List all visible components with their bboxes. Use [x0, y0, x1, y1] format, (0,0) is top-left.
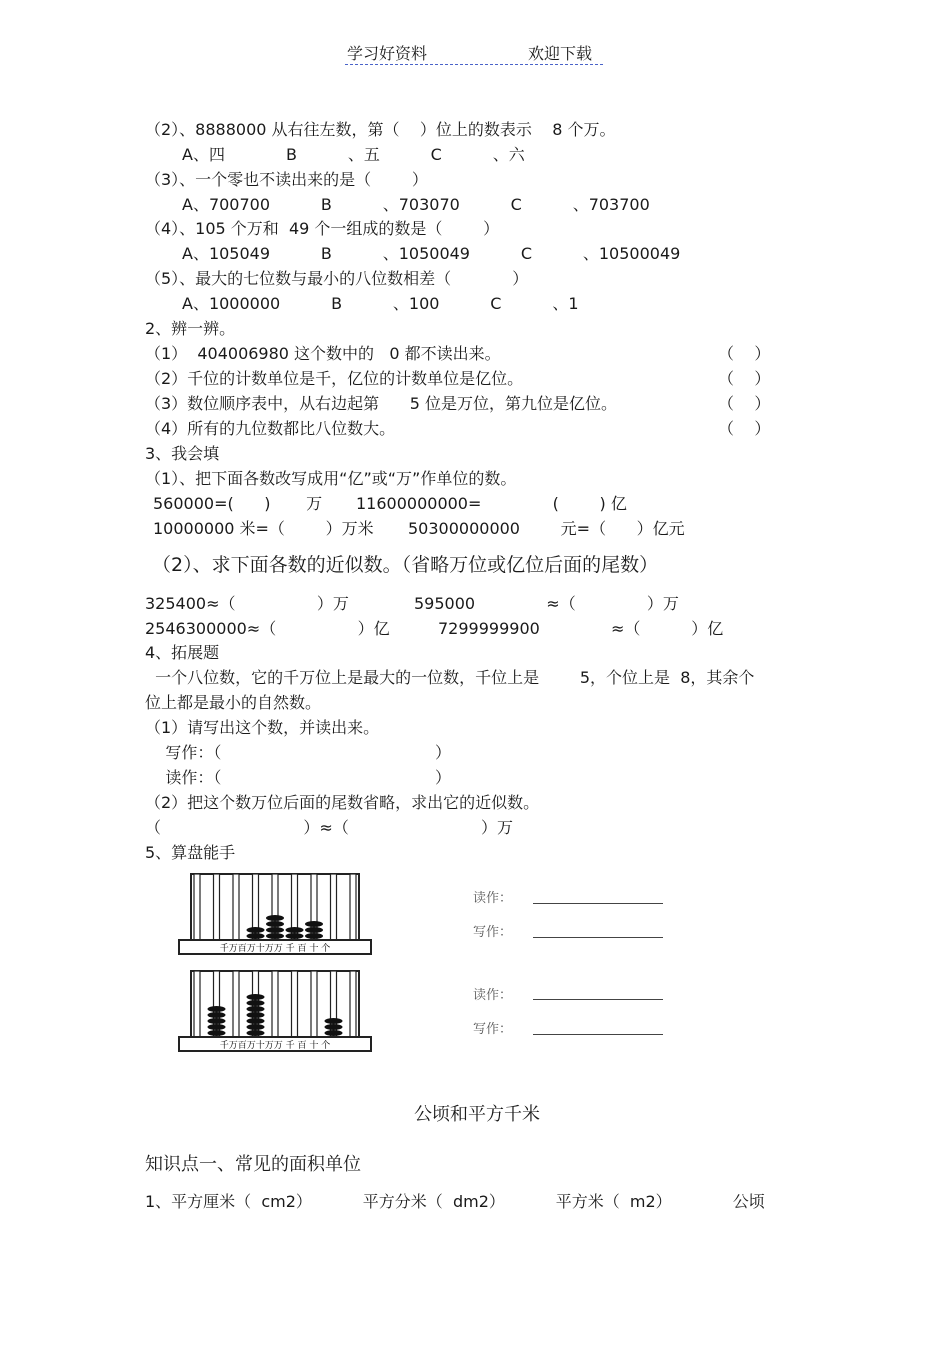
header-left: 学习好资料 — [347, 44, 428, 63]
abacus1-bead — [305, 927, 323, 933]
judge-mark-1: （ ） — [718, 344, 771, 363]
abacus-1 — [175, 870, 375, 960]
section-3-title: 3、我会填 — [145, 444, 220, 463]
section-4-q1: （1）请写出这个数，并读出来。 — [145, 718, 380, 737]
abacus1-bead — [247, 933, 265, 939]
section-4-para-1: 一个八位数，它的千万位上是最大的一位数，千位上是 5，个位上是 8，其余个 — [145, 668, 755, 687]
section-3-sub1: （1）、把下面各数改写成用“亿”或“万”作单位的数。 — [145, 469, 517, 488]
abacus1-bead — [266, 933, 284, 939]
approx-row-2b: 7299999900 ≈（ ）亿 — [438, 619, 724, 638]
question-4-options: A、105049 B 、1050049 C 、10500049 — [182, 244, 681, 263]
abacus1-bead — [266, 927, 284, 933]
abacus2-bead — [208, 1030, 226, 1036]
header-right: 欢迎下载 — [528, 44, 593, 63]
question-5: （5）、最大的七位数与最小的八位数相差（ ） — [145, 269, 529, 288]
abacus2-rod — [292, 971, 298, 1037]
section-2-title: 2、辨一辨。 — [145, 319, 236, 338]
write-answer: 写作：（ ） — [145, 743, 451, 762]
abacus-1-read-blank — [533, 903, 663, 904]
abacus2-bead — [247, 1000, 265, 1006]
abacus-1-write-blank — [533, 937, 663, 938]
abacus-2-write-blank — [533, 1034, 663, 1035]
abacus2-bead — [325, 1018, 343, 1024]
abacus2-bead — [325, 1024, 343, 1030]
abacus-2 — [175, 967, 375, 1057]
abacus1-bead — [305, 933, 323, 939]
read-answer: 读作：（ ） — [145, 768, 451, 787]
abacus1-rod — [350, 874, 356, 940]
abacus-2-read-label: 读作： — [473, 988, 513, 1003]
abacus2-bead — [247, 1006, 265, 1012]
fill-row-2a: 10000000 米=（ ）万米 — [153, 519, 374, 538]
abacus2-rod — [194, 971, 200, 1037]
abacus-1-read-label: 读作： — [473, 891, 513, 906]
question-3: （3）、一个零也不读出来的是（ ） — [145, 170, 428, 189]
abacus2-rod — [272, 971, 278, 1037]
abacus1-rod — [233, 874, 239, 940]
section-5-title: 5、算盘能手 — [145, 843, 236, 862]
abacus1-bead — [247, 927, 265, 933]
judge-item-3: （3）数位顺序表中，从右边起第 5 位是万位，第九位是亿位。 — [145, 394, 617, 413]
abacus2-bead — [208, 1018, 226, 1024]
abacus2-bead — [247, 1024, 265, 1030]
question-5-options: A、1000000 B 、100 C 、1 — [182, 294, 579, 313]
approx-row-1a: 325400≈（ ）万 — [145, 594, 349, 613]
judge-item-1: （1） 404006980 这个数中的 0 都不读出来。 — [145, 344, 501, 363]
judge-item-4: （4）所有的九位数都比八位数大。 — [145, 419, 396, 438]
abacus1-rod — [194, 874, 200, 940]
section-4-title: 4、拓展题 — [145, 643, 220, 662]
abacus2-bead — [208, 1006, 226, 1012]
judge-item-2: （2）千位的计数单位是千，亿位的计数单位是亿位。 — [145, 369, 524, 388]
abacus-1-place-labels: 千万百万十万万 千 百 十 个 — [219, 944, 331, 954]
question-2-options: A、四 B 、五 C 、六 — [182, 145, 525, 164]
abacus1-bead — [266, 921, 284, 927]
question-4: （4）、105 个万和 49 个一组成的数是（ ） — [145, 219, 500, 238]
abacus1-bead — [266, 915, 284, 921]
question-3-options: A、700700 B 、703070 C 、703700 — [182, 195, 650, 214]
approx-row-2a: 2546300000≈（ ）亿 — [145, 619, 390, 638]
section-4-q2-answer: （ ）≈（ ）万 — [145, 818, 514, 837]
knowledge-point-1: 知识点一、常见的面积单位 — [145, 1154, 361, 1175]
abacus2-bead — [247, 994, 265, 1000]
abacus1-bead — [286, 927, 304, 933]
abacus1-rod — [331, 874, 337, 940]
area-units-line: 1、平方厘米（ cm2） 平方分米（ dm2） 平方米（ m2） 公顷 — [145, 1192, 765, 1211]
abacus-2-place-labels: 千万百万十万万 千 百 十 个 — [219, 1041, 331, 1051]
fill-row-2b: 50300000000 元=（ ）亿元 — [408, 519, 685, 538]
abacus1-rod — [214, 874, 220, 940]
approx-row-1b: 595000 ≈（ ）万 — [414, 594, 679, 613]
abacus2-bead — [247, 1018, 265, 1024]
header-divider — [345, 64, 603, 65]
abacus2-bead — [208, 1024, 226, 1030]
section-title-hectare: 公顷和平方千米 — [414, 1104, 540, 1125]
section-3-sub2: （2）、求下面各数的近似数。（省略万位或亿位后面的尾数） — [152, 554, 659, 576]
abacus-2-write-label: 写作： — [473, 1022, 513, 1037]
abacus2-bead — [208, 1012, 226, 1018]
question-2: （2）、8888000 从右往左数，第（ ）位上的数表示 8 个万。 — [145, 120, 616, 139]
abacus-2-read-blank — [533, 999, 663, 1000]
section-4-para-2: 位上都是最小的自然数。 — [145, 693, 322, 712]
abacus2-bead — [247, 1012, 265, 1018]
judge-mark-2: （ ） — [718, 369, 771, 388]
abacus2-rod — [311, 971, 317, 1037]
abacus2-rod — [350, 971, 356, 1037]
judge-mark-4: （ ） — [718, 419, 771, 438]
fill-row-1b: 11600000000= ( ) 亿 — [356, 494, 627, 513]
abacus2-bead — [325, 1030, 343, 1036]
abacus1-bead — [286, 933, 304, 939]
abacus-1-write-label: 写作： — [473, 925, 513, 940]
judge-mark-3: （ ） — [718, 394, 771, 413]
abacus1-bead — [305, 921, 323, 927]
section-4-q2: （2）把这个数万位后面的尾数省略，求出它的近似数。 — [145, 793, 540, 812]
abacus2-rod — [233, 971, 239, 1037]
fill-row-1a: 560000=( ) 万 — [153, 494, 323, 513]
abacus2-bead — [247, 1030, 265, 1036]
